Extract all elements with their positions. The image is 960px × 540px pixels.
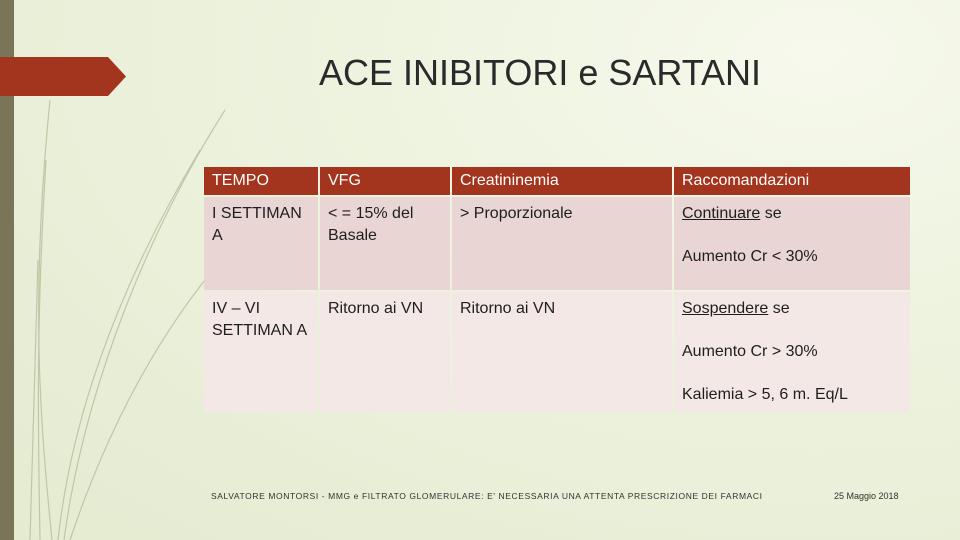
cell-tempo: IV – VI SETTIMAN A: [204, 292, 318, 412]
header-tempo: TEMPO: [204, 167, 318, 195]
cell-raccomandazioni: [674, 292, 910, 412]
slide-footer: SALVATORE MONTORSI - MMG e FILTRATO GLOMERULARE: E' NECESSARIA UNA ATTENTA PRESCRIZIONE DEI FARMACI: [211, 491, 763, 501]
slide-date: 25 Maggio 2018: [834, 491, 899, 501]
recommendation-table: [202, 165, 912, 414]
cell-creatininemia: Ritorno ai VN: [452, 292, 672, 412]
recommendation-condition: Aumento Cr < 30%: [682, 248, 818, 265]
header-raccomandazioni: Raccomandazioni: [674, 167, 910, 195]
recommendation-condition: Kaliemia > 5, 6 m. Eq/L: [682, 386, 848, 403]
header-vfg: VFG: [320, 167, 450, 195]
title-accent-tab: [0, 57, 126, 96]
cell-raccomandazioni: [674, 197, 910, 290]
slide-title: ACE INIBITORI e SARTANI: [318, 52, 762, 93]
recommendation-action: Continuare: [682, 205, 761, 222]
cell-creatininemia: > Proporzionale: [452, 197, 672, 290]
recommendation-action: Sospendere: [682, 300, 769, 317]
header-creatininemia: Creatininemia: [452, 167, 672, 195]
recommendation-line: [682, 298, 902, 320]
recommendation-connector: se: [760, 205, 782, 222]
cell-tempo: I SETTIMAN A: [204, 197, 318, 290]
cell-vfg: Ritorno ai VN: [320, 292, 450, 412]
table-row: [204, 292, 910, 412]
recommendation-condition: Aumento Cr > 30%: [682, 343, 818, 360]
cell-vfg: < = 15% del Basale: [320, 197, 450, 290]
table-row: [204, 197, 910, 290]
recommendation-line: [682, 203, 902, 225]
table-header-row: [204, 167, 910, 195]
recommendation-connector: se: [768, 300, 790, 317]
